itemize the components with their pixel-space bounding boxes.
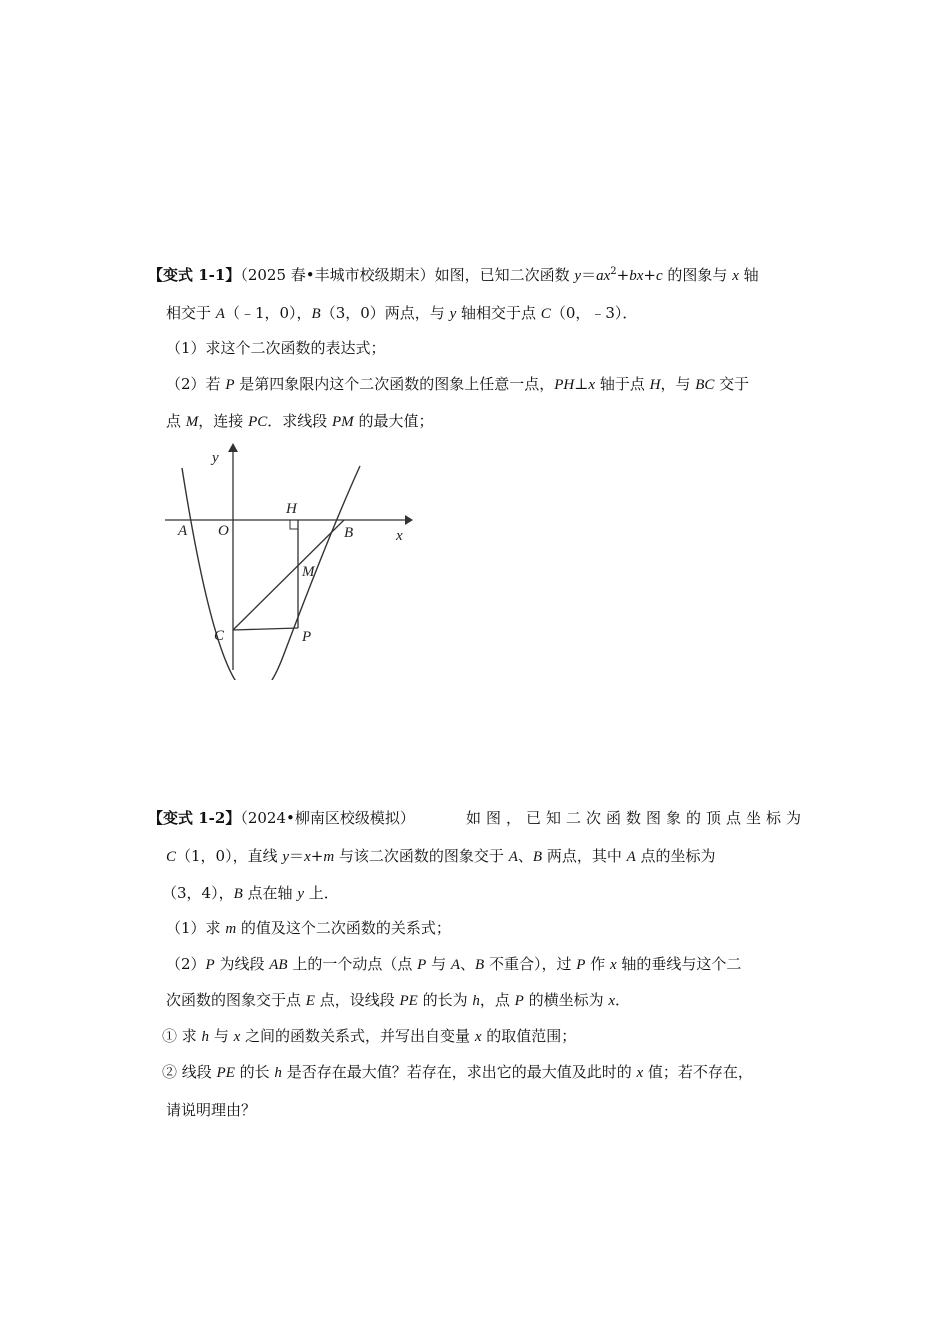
parabola-figure [160, 440, 420, 680]
problem2-tag: 【变式 1-2】 [148, 809, 241, 827]
label-b: B [344, 525, 354, 541]
problem2-question2-line1: （2）P 为线段 AB 上的一个动点（点 P 与 A、B 不重合），过 P 作 x 轴的垂线与这个二 [166, 955, 742, 973]
problem1-question2-line2: 点 M，连接 PC．求线段 PM 的最大值； [166, 412, 434, 430]
y-axis-arrow [228, 443, 238, 452]
problem2-line3: （3，4），B 点在轴 y 上． [162, 884, 339, 902]
problem2-subquestion2: ② 线段 PE 的长 h 是否存在最大值？若存在，求出它的最大值及此时的 x 值；若不存在， [162, 1063, 753, 1081]
label-y: y [212, 450, 219, 466]
label-m: M [302, 564, 315, 580]
problem2-question2-line2: 次函数的图象交于点 E 点，设线段 PE 的长为 h，点 P 的横坐标为 x． [166, 991, 631, 1009]
segment-pc [233, 628, 298, 630]
problem2-line2: C（1，0），直线 y＝x+m 与该二次函数的图象交于 A、B 两点，其中 A 点的坐标为 [166, 847, 716, 865]
problem1-line1: 【变式 1-1】（2025 春•丰城市校级期末）如图，已知二次函数 $y=ax^2+bx+c$ 的图象与 x 轴 [148, 266, 759, 284]
parabola-curve [182, 466, 360, 680]
label-x: x [396, 528, 403, 544]
problem2-line1: 【变式 1-2】（2024•柳南区校级模拟） 如图，已知二次函数图象的顶点坐标为 [148, 809, 806, 827]
segment-bc [233, 520, 344, 630]
problem1-question1: （1）求这个二次函数的表达式； [166, 339, 386, 357]
problem2-source: （2024•柳南区校级模拟） [240, 809, 415, 827]
problem1-question2-line1: （2）若 P 是第四象限内这个二次函数的图象上任意一点，PH⊥x 轴于点 H，与 BC 交于 [166, 375, 750, 393]
label-o: O [218, 523, 229, 539]
problem2-subquestion2-line2: 请说明理由？ [166, 1101, 257, 1119]
problem2-question1: （1）求 m 的值及这个二次函数的关系式； [166, 919, 451, 937]
label-c: C [214, 628, 225, 644]
problem1-line2: 相交于 A（﹣1，0），B（3，0）两点，与 y 轴相交于点 C（0，﹣3）． [166, 304, 638, 322]
problem1-tag: 【变式 1-1】 [148, 266, 241, 284]
label-p: P [302, 629, 312, 645]
problem1-source: （2025 春•丰城市校级期末） [240, 266, 435, 284]
right-angle-mark [290, 520, 298, 529]
label-a: A [178, 523, 188, 539]
label-h: H [286, 501, 297, 517]
x-axis-arrow [405, 515, 413, 525]
problem2-subquestion1: ① 求 h 与 x 之间的函数关系式，并写出自变量 x 的取值范围； [162, 1027, 577, 1045]
